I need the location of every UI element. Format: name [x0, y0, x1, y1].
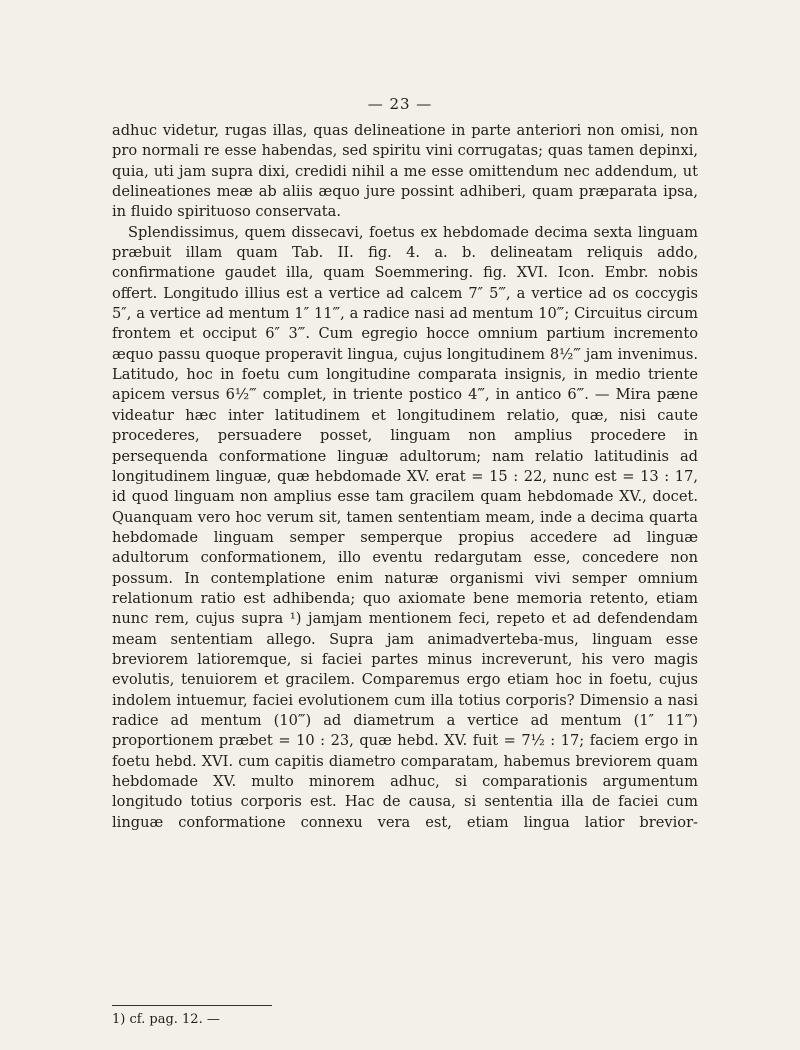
page-number: — 23 —	[367, 95, 433, 113]
paragraph-1: adhuc videtur, rugas illas, quas delineatione in parte anteriori non omisi, non pro normali re esse habendas, sed spiritu vini corrugatas; quas tamen depinxi, quia, uti jam supra dixi, credidi nihil a me esse omittendum nec addendum, ut delineationes meæ ab aliis æquo jure possint adhiberi, quam præparata ipsa, in fluido spirituoso conservata.	[112, 122, 698, 221]
footnote: 1) cf. pag. 12. —	[112, 1012, 220, 1027]
body-text	[112, 121, 698, 833]
paragraph-2: Splendissimus, quem dissecavi, foetus ex hebdomade decima sexta linguam præbuit illam quam Tab. II. fig. 4. a. b. delineatam reliquis addo, confirmatione gaudet illa, quam Soemmering. fig. XVI. Icon. Embr. nobis offert. Longitudo illius est a vertice ad calcem 7″ 5‴, a vertice ad os coccygis 5″, a vertice ad mentum 1″ 11‴, a radice nasi ad mentum 10‴; Circuitus circum frontem et occiput 6″ 3‴. Cum egregio hocce omnium partium incremento æquo passu quoque properavit lingua, cujus longitudinem 8½‴ jam invenimus. Latitudo, hoc in foetu cum longitudine comparata insignis, in medio triente apicem versus 6½‴ complet, in triente postico 4‴, in antico 6‴. — Mira pæne videatur hæc inter latitudinem et longitudinem relatio, quæ, nisi caute procederes, persuadere posset, linguam non amplius procedere in persequenda conformatione linguæ adultorum; nam relatio latitudinis ad longitudinem linguæ, quæ hebdomade XV. erat = 15 : 22, nunc est = 13 : 17, id quod linguam non amplius esse tam gracilem quam hebdomade XV., docet. Quanquam vero hoc verum sit, tamen sententiam meam, inde a decima quarta hebdomade linguam semper semperque propius accedere ad linguæ adultorum conformationem, illo eventu redargutam esse, concedere non possum. In contemplatione enim naturæ organismi vivi semper omnium relationum ratio est adhibenda; quo axiomate bene memoria retento, etiam nunc rem, cujus supra ¹) jamjam mentionem feci, repeto et ad defendendam meam sententiam allego. Supra jam animadverteba-mus, linguam esse breviorem latioremque, si faciei partes minus increverunt, his vero magis evolutis, tenuiorem et gracilem. Comparemus ergo etiam hoc in foetu, cujus indolem intuemur, faciei evolutionem cum illa totius corporis? Dimensio a nasi radice ad mentum (10‴) ad diametrum a vertice ad mentum (1″ 11‴) proportionem præbet = 10 : 23, quæ hebd. XV. fuit = 7½ : 17; faciem ergo in foetu hebd. XVI. cum capitis diametro comparatam, habemus breviorem quam hebdomade XV. multo minorem adhuc, si comparationis argumentum longitudo totius corporis est. Hac de causa, si sententia illa de faciei cum linguæ conformatione connexu vera est, etiam lingua latior brevior-	[112, 223, 698, 831]
footnote-divider	[112, 1005, 272, 1006]
